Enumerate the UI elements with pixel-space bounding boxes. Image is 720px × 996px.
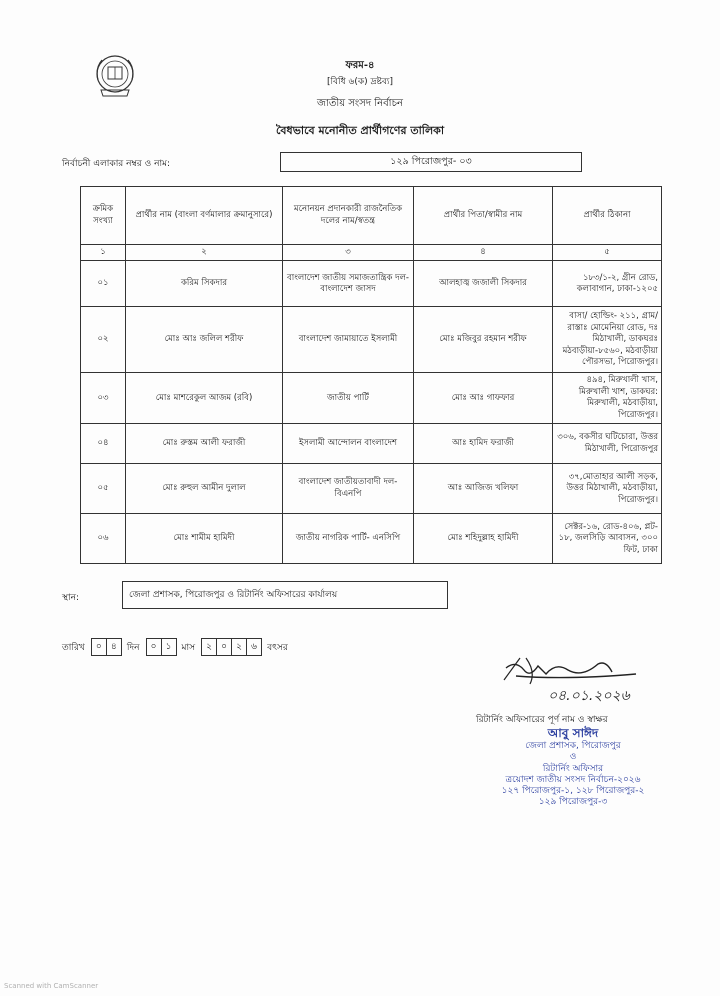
- column-number: ৫: [553, 245, 662, 261]
- cell-father: মোঃ শহিদুল্লাহ হামিদী: [414, 514, 553, 564]
- year-digit: ২: [231, 638, 247, 656]
- cell-address: ৩৭,মোতাহার আলী সড়ক, উত্তর মিঠাখালী, মঠবাড়ীয়া, পিরোজপুর।: [553, 464, 662, 514]
- cell-name: মোঃ রুস্তম আলী ফরাজী: [126, 424, 283, 464]
- cell-party: বাংলাদেশ জামায়াতে ইসলামী: [283, 307, 414, 373]
- cell-serial: ০৩: [81, 373, 126, 424]
- rule-reference: [বিধি ৬(ক) দ্রষ্টব্য]: [326, 77, 394, 87]
- month-digit: ১: [161, 638, 177, 656]
- cell-party: ইসলামী আন্দোলন বাংলাদেশ: [283, 424, 414, 464]
- cell-address: সেক্টর-১৬, রোড-৪০৬, প্লট- ১৮, জলসিড়ি আবাসন, ৩০০ ফিট, ঢাকা: [553, 514, 662, 564]
- year-label: বৎসর: [267, 642, 288, 653]
- header-party: মনোনয়ন প্রদানকারী রাজনৈতিক দলের নাম/স্বতন্ত্র: [283, 187, 414, 245]
- cell-name: মোঃ শামীম হামিদী: [126, 514, 283, 564]
- camscanner-watermark: Scanned with CamScanner: [4, 982, 99, 990]
- constituency-value: ১২৯ পিরোজপুর- ০৩: [280, 152, 582, 172]
- date-digit: ০: [91, 638, 107, 656]
- table-row: [81, 307, 662, 373]
- cell-address: বাসা/ হোল্ডিং- ২১১, গ্রাম/রাস্তাঃ মোমেনিয়া রোড, দঃ মিঠাখালী, ডাকঘরঃ মঠবাড়ীয়া-৮৫৬০, মঠবাড়ীয়া পৌরসভা, পিরোজপুর।: [553, 307, 662, 373]
- stamp-line: রিটার্নিং অফিসার: [542, 763, 604, 774]
- cell-serial: ০১: [81, 261, 126, 307]
- year-digit: ৬: [246, 638, 262, 656]
- candidate-table: [80, 186, 662, 564]
- date-label: তারিখ: [62, 642, 85, 653]
- constituency-label: নির্বাচনী এলাকার নম্বর ও নাম:: [62, 159, 171, 169]
- cell-party: বাংলাদেশ জাতীয় সমাজতান্ত্রিক দল- বাংলাদেশ জাসদ: [283, 261, 414, 307]
- table-row: [81, 261, 662, 307]
- stamp-line: জেলা প্রশাসক, পিরোজপুর: [525, 741, 621, 751]
- column-number: ১: [81, 245, 126, 261]
- cell-name: মোঃ মাশরেকুল আজম (রবি): [126, 373, 283, 424]
- column-number: ২: [126, 245, 283, 261]
- year-digit: ০: [216, 638, 232, 656]
- cell-father: মোঃ মজিবুর রহমান শরীফ: [414, 307, 553, 373]
- table-row: [81, 424, 662, 464]
- signature-caption: রিটার্নিং অফিসারের পূর্ণ নাম ও স্বাক্ষর: [476, 715, 608, 725]
- year-digit: ২: [201, 638, 217, 656]
- table-row: [81, 373, 662, 424]
- cell-party: জাতীয় নাগরিক পার্টি- এনসিপি: [283, 514, 414, 564]
- header-address: প্রার্থীর ঠিকানা: [553, 187, 662, 245]
- month-label: মাস: [181, 642, 196, 653]
- place-value: জেলা প্রশাসক, পিরোজপুর ও রিটার্নিং অফিসারের কার্যালয়: [122, 581, 448, 609]
- date-row: [62, 637, 294, 657]
- cell-address: ৪৯৪, মিরুখালী খাস, মিরুখালী খাশ, ডাকঘর: মিরুখালী, মঠবাড়ীয়া, পিরোজপুর।: [553, 373, 662, 424]
- header-serial: ক্রমিক সংখ্যা: [81, 187, 126, 245]
- handwritten-signature: [486, 650, 686, 708]
- officer-name: আবু সাঈদ: [547, 726, 599, 740]
- list-title: বৈধভাবে মনোনীত প্রার্থীগণের তালিকা: [275, 124, 445, 137]
- stamp-line: ও: [569, 752, 577, 763]
- date-digit: ৪: [106, 638, 122, 656]
- header-candidate-name: প্রার্থীর নাম (বাংলা বর্ণমালার ক্রমানুসারে): [126, 187, 283, 245]
- cell-name: মোঃ রুহুল আমীন দুলাল: [126, 464, 283, 514]
- form-number: ফরম-৪: [345, 60, 375, 71]
- cell-address: ১৮৩/১-২, গ্রীন রোড, কলাবাগান, ঢাকা-১২০৫: [553, 261, 662, 307]
- cell-serial: ০২: [81, 307, 126, 373]
- header-father-name: প্রার্থীর পিতা/স্বামীর নাম: [414, 187, 553, 245]
- table-row: [81, 514, 662, 564]
- stamp-line: ত্রয়োদশ জাতীয় সংসদ নির্বাচন-২০২৬: [505, 774, 641, 785]
- cell-father: আঃ হামিদ ফরাজী: [414, 424, 553, 464]
- cell-serial: ০৬: [81, 514, 126, 564]
- official-stamp: [458, 726, 688, 809]
- cell-name: মোঃ আঃ জলিল শরীফ: [126, 307, 283, 373]
- table-row: [81, 464, 662, 514]
- election-name: জাতীয় সংসদ নির্বাচন: [317, 98, 403, 109]
- cell-father: আলহাজ্ব জজালী সিকদার: [414, 261, 553, 307]
- month-digit: ০: [146, 638, 162, 656]
- day-label: দিন: [126, 642, 140, 653]
- column-number: ৪: [414, 245, 553, 261]
- column-number: ৩: [283, 245, 414, 261]
- cell-serial: ০৫: [81, 464, 126, 514]
- stamp-line: ১২৯ পিরোজপুর-৩: [538, 797, 608, 808]
- cell-father: আঃ আজিজ খলিফা: [414, 464, 553, 514]
- cell-party: বাংলাদেশ জাতীয়তাবাদী দল- বিএনপি: [283, 464, 414, 514]
- place-label: স্থান:: [62, 593, 79, 603]
- cell-name: করিম সিকদার: [126, 261, 283, 307]
- cell-party: জাতীয় পার্টি: [283, 373, 414, 424]
- cell-father: মোঃ আঃ গাফফার: [414, 373, 553, 424]
- constituency-row: [62, 152, 582, 172]
- stamp-line: ১২৭ পিরোজপুর-১, ১২৮ পিরোজপুর-২: [501, 786, 645, 796]
- cell-address: ৩০৬, বকসীর ঘটিচোরা, উত্তর মিঠাখালী, পিরোজপুর: [553, 424, 662, 464]
- handwritten-date: ০৪.০১.২০২৬: [548, 688, 630, 704]
- cell-serial: ০৪: [81, 424, 126, 464]
- place-row: [62, 581, 462, 611]
